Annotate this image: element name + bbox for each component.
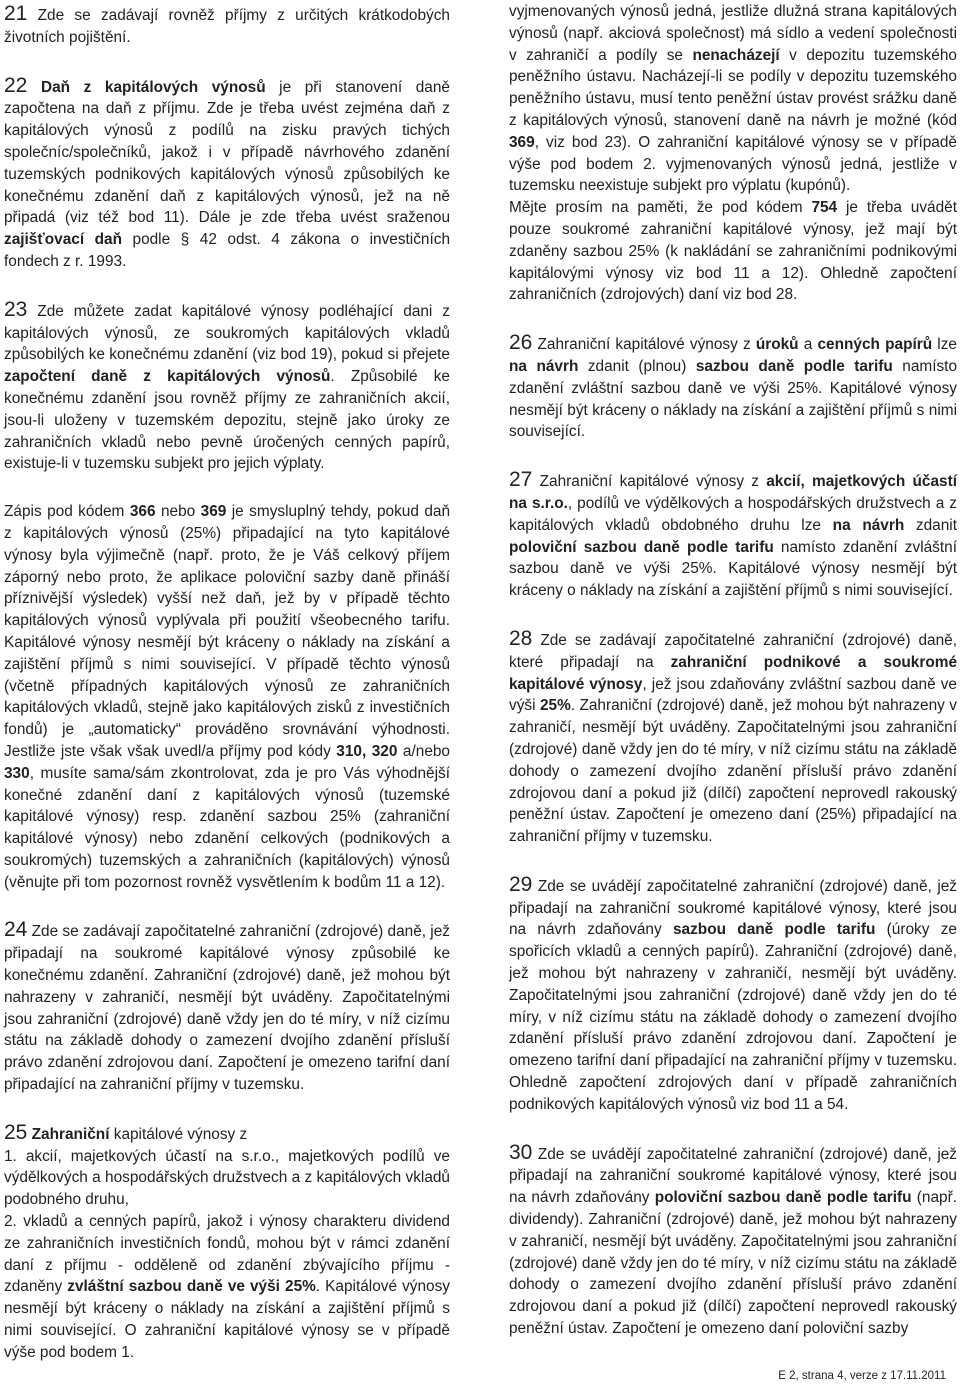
paragraph-24 [4, 919, 450, 1095]
paragraph-text: Zde se zadávají započitatelné zahraniční (zdrojové) daně, které připadají na [509, 631, 957, 671]
list-item-text: 1. akcií, majetkových účastí na s.r.o., majetkových podílů ve výdělkových a hospodářských družstvech a z kapitálových vkladů podobného druhu, [4, 1147, 450, 1209]
paragraph-text: . Způsobilé ke konečnému zdanění jsou rovněž příjmy ze zahraničních akcií, jsou-li uloženy v tuzemském depozitu, stejně jako úroky ze zahraničních vkladů nebo pevně úročených cenných papírů, existuje-li v tuzemsku subjekt pro jejich výplaty. [4, 368, 450, 473]
bold-term: započtení daně z kapitálových výnosů [4, 368, 331, 386]
list-item-1 [4, 1146, 450, 1211]
page-footer: E 2, strana 4, verze z 17.11.2011 [778, 1370, 946, 1382]
bold-term: sazbou daně podle tarifu [672, 921, 876, 939]
section-number: 25 [4, 1120, 28, 1144]
paragraph-text: kapitálové výnosy z [109, 1125, 248, 1143]
paragraph-text: Zde se uvádějí započitatelné zahraniční (zdrojové) daně, jež připadají na zahraniční soukromé kapitálové výnosy, které jsou na návrh zdaňovány [509, 877, 957, 939]
bold-code: 369 [509, 133, 535, 151]
paragraph-28 [509, 628, 957, 848]
paragraph-text: je při stanovení daně započtena na daň z příjmu. Zde je třeba uvést zejména daň z kapitálových výnosů z podílů na zisku pravých tichých společníc/společníků, jakož i v případě návrhového zdanění tuzemských podnikových kapitálových výnosů způsobilých ke konečnému zdanění daň z kapitálových výnosů, jež na ně připadá (viz též bod 11). Dále je zde třeba uvést sraženou [4, 78, 450, 227]
list-item-text: . Kapitálové výnosy nesmějí být kráceny o náklady na získání a zajištění příjmů s nimi související. O zahraniční kapitálové výnosy se v případě výše pod bodem 1. [4, 1278, 450, 1361]
paragraph-text: , viz bod 23). O zahraniční kapitálové výnosy se v případě výše pod bodem 2. vyjmenovaných výnosů jedná, jestliže v tuzemsku neexistuje subjekt pro výplatu (kupónů). [509, 133, 957, 195]
paragraph-text: (úroky ze spořicích vkladů a cenných papírů). Zahraniční (zdrojové) daně, jež mohou být nahrazeny v zahraničí, nesmějí být uváděny. Započitatelnými jsou zahraniční (zdrojové) daně vždy jen do té míry, v níž cizímu státu na základě dohody o zamezení dvojího zdanění přísluší právo zdanění zdrojovou daní. Započtení je omezeno tarifní daní připadající na zahraniční příjmy v tuzemsku. Ohledně započtení zdrojových daní v případě zahraničních podnikových kapitálových výnosů viz bod 11 a 54. [509, 921, 957, 1113]
paragraph-text: Zde se zadávají započitatelné zahraniční (zdrojové) daně, jež připadají na soukromé kapitálové výnosy způsobilé ke konečnému zdanění. Zahraniční (zdrojové) daně, jež mohou být nahrazeny v zahraničí, nesmějí být uváděny. Započitatelnými jsou zahraniční (zdrojové) daně vždy jen do té míry, v níž cizímu státu na základě dohody o zamezení dvojího zdanění přísluší právo zdanění zdrojovou daní. Započtení je omezeno tarifní daní připadající na zahraniční příjmy v tuzemsku. [4, 923, 450, 1094]
bold-term: zahraniční podnikové a soukromé kapitálové výnosy [509, 653, 958, 693]
bold-term: sazbou daně podle tarifu [695, 357, 893, 375]
paragraph-text: namísto zdanění zvláštní sazbou daně ve výši 25%. Kapitálové výnosy nesmějí být kráceny o náklady na získání a zajištění příjmů s nimi související. [509, 357, 958, 441]
paragraph-text: , jež jsou zdaňovány zvláštní sazbou daně ve výši [509, 675, 957, 715]
bold-code: 369 [200, 503, 227, 521]
section-number: 24 [4, 918, 28, 942]
paragraph-text: v depozitu tuzemského peněžního ústavu. Nacházejí-li se podíly v depozitu tuzemského peněžního ústavu, musí tento peněžní ústav provést srážku daně z kapitálových výnosů, stanovení daně na návrh je možné (kód [509, 46, 957, 129]
paragraph-text: zdanit [904, 516, 957, 534]
bold-heading: Zahraniční [31, 1125, 110, 1143]
section-number: 30 [509, 1140, 533, 1164]
section-number: 28 [509, 626, 533, 650]
paragraph-text: Zahraniční kapitálové výnosy z [532, 473, 767, 491]
paragraph-text: (např. dividendy). Zahraniční (zdrojové) daně, jež mohou být nahrazeny v zahraničí, nesmějí být uváděny. Započitatelnými jsou zahraniční (zdrojové) daně vždy jen do té míry, v níž cizímu státu na základě dohody o zamezení dvojího zdanění přísluší právo zdanění zdrojovou daní a pokud již (dílčí) započtení neprovedl rakouský peněžní ústav. Započtení je omezeno daní poloviční sazby [509, 1189, 957, 1338]
bold-term: cenných papírů [817, 336, 933, 354]
paragraph-text: vyjmenovaných výnosů jedná, jestliže dlužná strana kapitálových výnosů (např. akciová společnost) má sídlo a vedení společnosti v zahraničí a podíly se [509, 3, 957, 64]
bold-term: 25% [539, 697, 571, 715]
bold-code: 754 [811, 199, 838, 217]
bold-term: poloviční sazbou daně podle tarifu [654, 1189, 912, 1207]
bold-term: zajišťovací daň [4, 231, 122, 249]
paragraph-text: , podílů ve výdělkových a hospodářských družstvech a z kapitálových vkladů obdobného druhu lze [509, 494, 957, 534]
section-number: 21 [4, 2, 28, 25]
bold-term: zvláštní sazbou daně ve výši 25% [67, 1278, 316, 1296]
paragraph-22 [4, 75, 450, 273]
paragraph-text: , musíte sama/sám zkontrolovat, zda je pro Vás výhodnější konečné zdanění daní z kapitálových výnosů (tuzemské kapitálové výnosy) resp. zdanění sazbou 25% (zahraniční kapitálové výnosy) nebo zdanění celkových (podnikových a soukromých) tuzemských a zahraničních (kapitálových) výnosů (věnujte při tom pozornost rovněž vysvětlením k bodům 11 a 12). [4, 764, 450, 891]
paragraph-25-continued [509, 1, 957, 197]
right-column [509, 0, 957, 1340]
paragraph-23 [4, 299, 450, 475]
paragraph-text: Mějte prosím na paměti, že pod kódem [509, 199, 812, 217]
bold-code: 310, 320 [336, 742, 398, 760]
bold-term: úroků [755, 336, 799, 354]
list-item-2 [4, 1211, 450, 1364]
paragraph-text: Zde se uvádějí započitatelné zahraniční (zdrojové) daně, jež připadají na zahraniční soukromé kapitálové výnosy, které jsou na návrh zdaňovány [509, 1145, 957, 1207]
paragraph-29 [509, 874, 957, 1116]
paragraph-text: a [798, 336, 818, 354]
left-column [4, 0, 450, 1364]
section-number: 27 [509, 468, 533, 492]
bold-term: poloviční sazbou daně podle tarifu [509, 538, 774, 556]
bold-term: na návrh [509, 357, 579, 375]
paragraph-23-continued [4, 501, 450, 893]
paragraph-text: je třeba uvádět pouze soukromé zahraniční kapitálové výnosy, jež mají být zdaněny sazbou 25% (k nakládání se zahraničními podnikovými kapitálovými výnosy viz bod 11 a 12). Ohledně započtení zahraničních (zdrojových) daní viz bod 28. [509, 199, 957, 304]
paragraph-text: Zde můžete zadat kapitálové výnosy podléhající dani z kapitálových výnosů, ze soukromých kapitálových vkladů způsobilých ke konečnému zdanění (viz bod 19), pokud si přejete [4, 302, 450, 364]
paragraph-text: Zápis pod kódem [4, 503, 130, 521]
paragraph-text: namísto zdanění zvláštní sazbou daně ve výši 25%. Kapitálové výnosy nesmějí být kráceny o náklady na získání a zajištění příjmů s nimi související. [509, 538, 957, 600]
section-number: 26 [509, 331, 533, 355]
paragraph-text: a/nebo [397, 742, 450, 760]
paragraph-text: zdanit (plnou) [578, 357, 696, 375]
paragraph-text: je smysluplný tehdy, pokud daň z kapitálových výnosů (25%) připadající na tyto kapitálové výnosy byla výjimečně (např. proto, že je Váš celkový příjem záporný nebo proto, že aplikace poloviční sazby daně přináší příznivější výsledek) vyšší než daň, jež by v případě těchto kapitálových výnosů vyplývala při použití všeobecného tarifu. Kapitálové výnosy nesmějí být kráceny o náklady na získání a zajištění příjmů s nimi související. V případě těchto výnosů (včetně případných kapitálových výnosů ze zahraničních kapitálových vkladů, stejně jako kapitálových zisků z investičních fondů) je „automaticky“ prováděno srovnávání výhodnosti. Jestliže jste však však uvedl/a příjmy pod kódy [4, 503, 451, 760]
bold-term: na návrh [832, 516, 905, 534]
paragraph-25 [4, 1122, 450, 1146]
paragraph-text: nebo [155, 503, 201, 521]
paragraph-26 [509, 332, 957, 443]
paragraph-text: Zahraniční kapitálové výnosy z [532, 336, 756, 354]
paragraph-text: Zde se zadávají rovněž příjmy z určitých krátkodobých životních pojištění. [4, 7, 450, 46]
paragraph-25-note [509, 197, 957, 306]
paragraph-21 [4, 3, 450, 49]
paragraph-30 [509, 1142, 957, 1340]
paragraph-text: lze [932, 336, 957, 354]
bold-code: 330 [4, 764, 30, 782]
section-number: 22 [4, 73, 28, 97]
section-number: 29 [509, 872, 533, 896]
bold-term: akcií, majetkových účastí na s.r.o. [509, 473, 957, 512]
section-number: 23 [4, 297, 28, 321]
bold-term: nenacházejí [692, 46, 780, 64]
bold-code: 366 [129, 503, 156, 521]
list-item-text: 2. vkladů a cenných papírů, jakož i výnosy charakteru dividend ze zahraničních investičních fondů, mohou být v rámci zdanění daní z příjmu - odděleně od zdanění zbývajícího příjmu - zdaněny [4, 1213, 450, 1296]
paragraph-27 [509, 469, 957, 602]
paragraph-text: podle § 42 odst. 4 zákona o investičních fondech z r. 1993. [4, 231, 450, 270]
bold-heading: Daň z kapitálových výnosů [40, 78, 266, 96]
paragraph-text: . Zahraniční (zdrojové) daně, jež mohou být nahrazeny v zahraničí, nesmějí být uváděny. Započitatelnými jsou zahraniční (zdrojové) daně vždy jen do té míry, v níž cizímu státu na základě dohody o zamezení dvojího zdanění přísluší právo zdanění zdrojovou daní a pokud již (dílčí) započtení neprovedl rakouský peněžní ústav. Započtení je omezeno daní (25%) připadající na zahraniční příjmy v tuzemsku. [509, 697, 957, 846]
